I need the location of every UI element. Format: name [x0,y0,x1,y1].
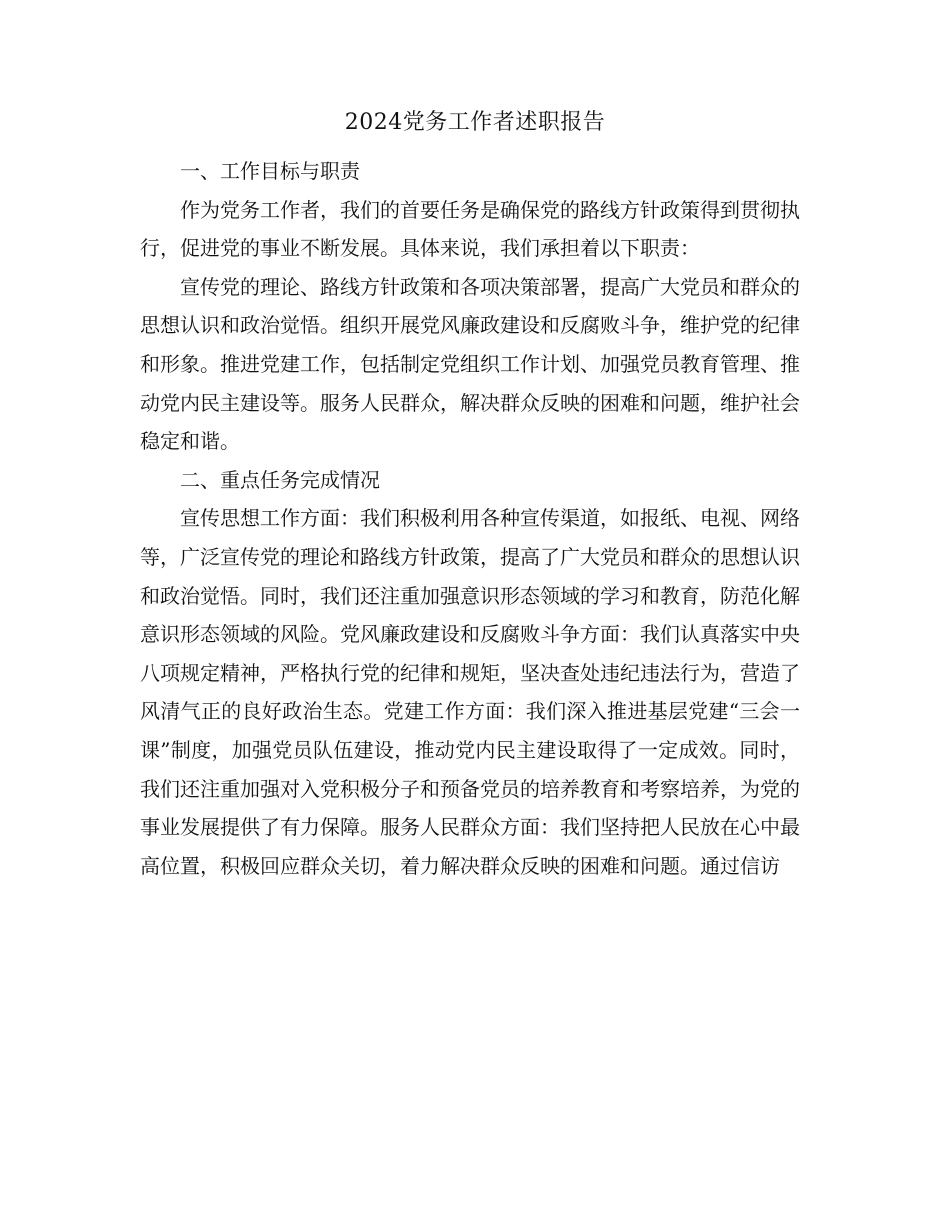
section-heading-2: 二、重点任务完成情况 [180,467,380,492]
section-heading-1: 一、工作目标与职责 [180,159,360,183]
document-body [140,152,800,885]
document-title: 2024党务工作者述职报告 [344,110,606,135]
section-1-paragraph-2: 宣传党的理论、路线方针政策和各项决策部署，提高广大党员和群众的思想认识和政治觉悟。组织开展党风廉政建设和反腐败斗争，维护党的纪律和形象。推进党建工作，包括制定党组织工作计划、加强党员教育管理、推动党内民主建设等。服务人民群众，解决群众反映的困难和问题，维护社会稳定和谐。 [140,274,800,454]
section-2-paragraph-1: 宣传思想工作方面：我们积极利用各种宣传渠道，如报纸、电视、网络等，广泛宣传党的理论和路线方针政策，提高了广大党员和群众的思想认识和政治觉悟。同时，我们还注重加强意识形态领域的学习和教育，防范化解意识形态领域的风险。党风廉政建设和反腐败斗争方面：我们认真落实中央八项规定精神，严格执行党的纪律和规矩，坚决查处违纪违法行为，营造了风清气正的良好政治生态。党建工作方面：我们深入推进基层党建“三会一课”制度，加强党员队伍建设，推动党内民主建设取得了一定成效。同时，我们还注重加强对入党积极分子和预备党员的培养教育和考察培养，为党的事业发展提供了有力保障。服务人民群众方面：我们坚持把人民放在心中最高位置，积极回应群众关切，着力解决群众反映的困难和问题。通过信访 [140,506,800,878]
section-1-paragraph-1: 作为党务工作者，我们的首要任务是确保党的路线方针政策得到贯彻执行，促进党的事业不断发展。具体来说，我们承担着以下职责： [140,197,800,261]
